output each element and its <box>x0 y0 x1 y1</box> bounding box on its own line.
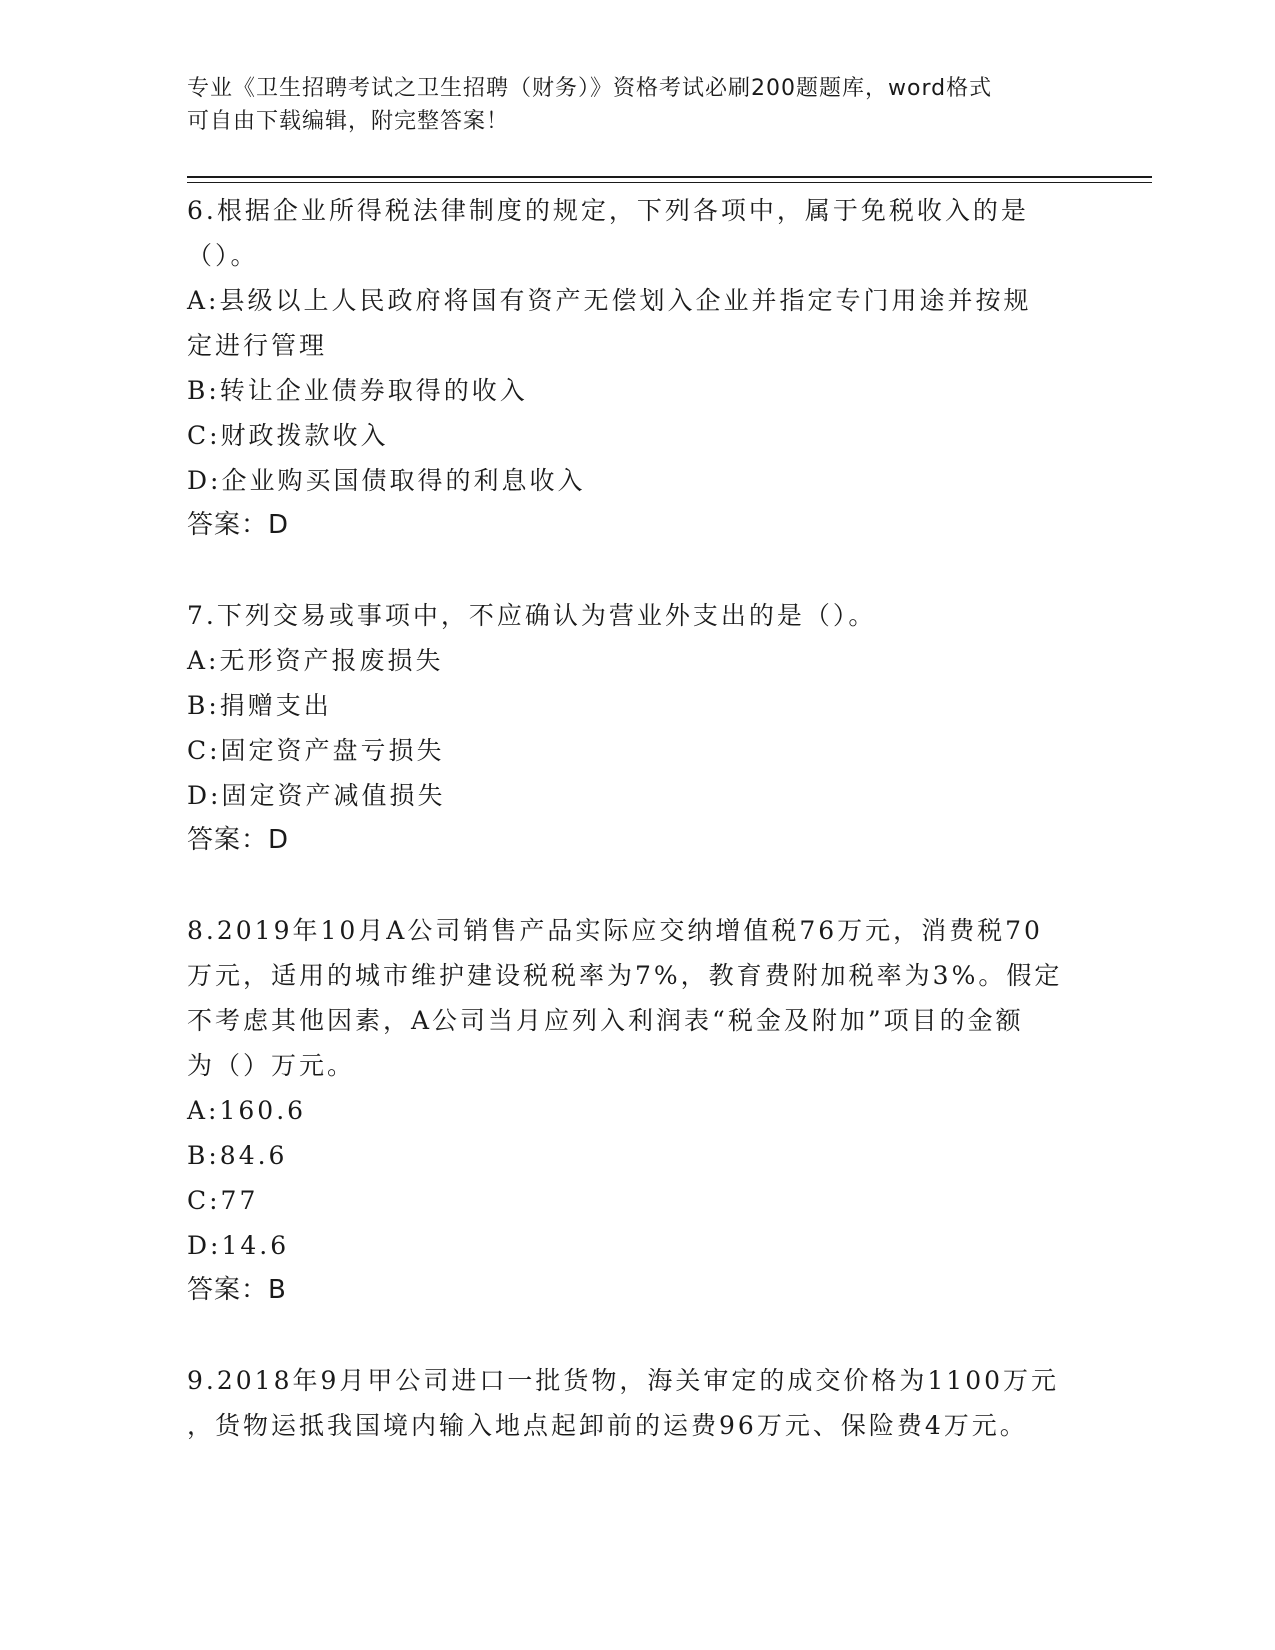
option-c: C:固定资产盘亏损失 <box>187 736 445 765</box>
question-stem-line: 8.2019年10月A公司销售产品实际应交纳增值税76万元，消费税70 <box>187 916 1043 945</box>
option-d: D:固定资产减值损失 <box>187 781 446 810</box>
question-stem-line: 7.下列交易或事项中，不应确认为营业外支出的是（）。 <box>187 601 877 630</box>
option-b: B:捐赠支出 <box>187 691 332 720</box>
answer-line: 答案：D <box>187 510 290 540</box>
option-a: A:无形资产报废损失 <box>187 646 444 675</box>
option-b: B:转让企业债券取得的收入 <box>187 376 528 405</box>
option-c: C:财政拨款收入 <box>187 421 389 450</box>
question-8 <box>187 908 1087 1313</box>
option-d: D:企业购买国债取得的利息收入 <box>187 466 586 495</box>
answer-line: 答案：D <box>187 825 290 855</box>
question-list <box>187 188 1087 1448</box>
question-stem-line: （）。 <box>187 241 259 270</box>
header-line-2: 可自由下载编辑，附完整答案！ <box>187 109 510 134</box>
option-d: D:14.6 <box>187 1231 290 1260</box>
option-a-line: 定进行管理 <box>187 331 328 360</box>
answer-line: 答案：B <box>187 1275 287 1305</box>
question-stem-line: 为（）万元。 <box>187 1051 356 1080</box>
header-line-1: 专业《卫生招聘考试之卫生招聘（财务）》资格考试必刷200题题库，word格式 <box>187 76 993 101</box>
question-stem-line: 9.2018年9月甲公司进口一批货物，海关审定的成交价格为1100万元 <box>187 1366 1060 1395</box>
question-stem-line: 6.根据企业所得税法律制度的规定，下列各项中，属于免税收入的是 <box>187 196 1029 225</box>
question-9 <box>187 1358 1087 1448</box>
question-stem-line: 不考虑其他因素，A公司当月应列入利润表“税金及附加”项目的金额 <box>187 1006 1024 1035</box>
document-header <box>187 72 1067 138</box>
question-stem-line: 万元，适用的城市维护建设税税率为7%，教育费附加税率为3%。假定 <box>187 961 1063 990</box>
option-c: C:77 <box>187 1186 259 1215</box>
question-6 <box>187 188 1087 548</box>
option-b: B:84.6 <box>187 1141 288 1170</box>
option-a-line: A:县级以上人民政府将国有资产无偿划入企业并指定专门用途并按规 <box>187 286 1032 315</box>
option-a: A:160.6 <box>187 1096 307 1125</box>
question-stem-line: ，货物运抵我国境内输入地点起卸前的运费96万元、保险费4万元。 <box>187 1411 1028 1440</box>
header-rule-thin <box>187 182 1152 183</box>
header-rule <box>187 176 1152 178</box>
question-7 <box>187 593 1087 863</box>
